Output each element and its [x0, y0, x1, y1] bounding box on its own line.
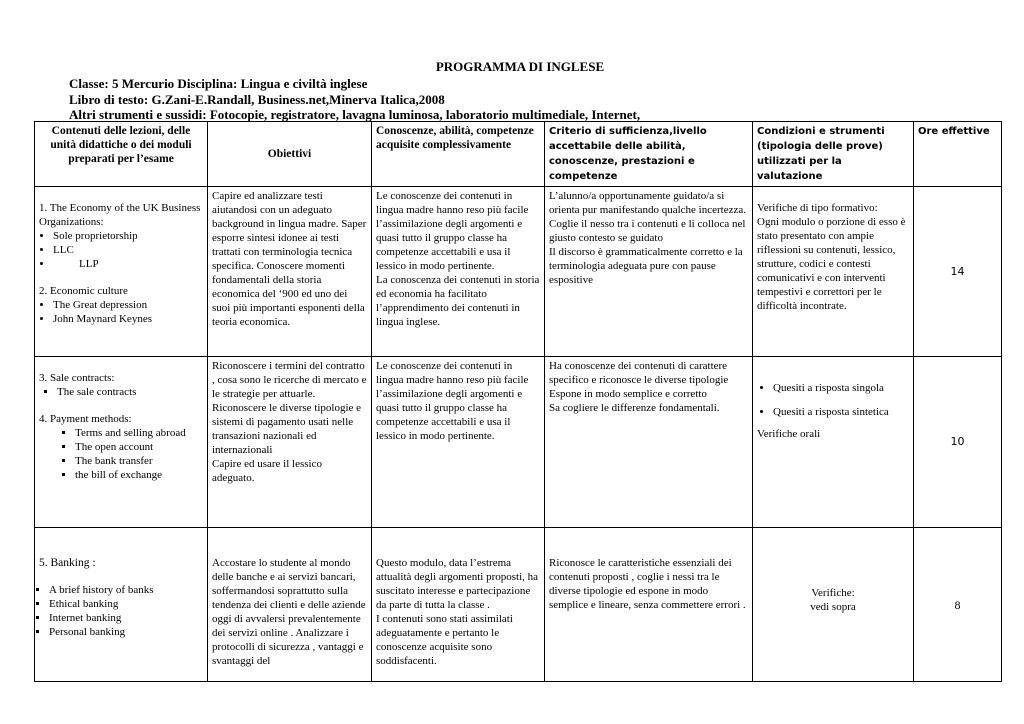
class-discipline-line: Classe: 5 Mercurio Disciplina: Lingua e civiltà inglese: [69, 76, 368, 91]
list-item: ▪ Terms and selling abroad: [75, 426, 203, 440]
header-criterio: Criterio di sufficienza,livello accettabile delle abilità, conoscenze, prestazioni e competenze: [545, 122, 753, 187]
contenuti-cell: [35, 528, 208, 682]
topic-list: [39, 298, 203, 326]
criterio-cell: Ha conoscenze dei contenuti di carattere specifico e riconosce le diverse tipologie Espone in modo semplice e corretto Sa cogliere le differenze fondamentali.: [545, 357, 753, 528]
header-obiettivi: [208, 122, 372, 187]
list-item: • John Maynard Keynes: [53, 312, 203, 326]
header-ore: Ore effettive: [914, 122, 1002, 187]
criterio-cell: Riconosce le caratteristiche essenziali dei contenuti proposti , coglie i nessi tra le diverse tipologie ed espone in modo semplice e lineare, senza commettere errori .: [545, 528, 753, 682]
list-item: ▪ Internet banking: [49, 611, 203, 625]
document-title: PROGRAMMA DI INGLESE: [435, 59, 605, 74]
verifiche-label: Verifiche:: [811, 587, 855, 599]
criterio-cell: L’alunno/a opportunamente guidato/a si orienta pur manifestando qualche incertezza. Coglie il nesso tra i contenuti e li colloca nel giusto contesto se guidato Il discorso è grammaticalmente corretto e la terminologia adeguata pure con pause espositive: [545, 187, 753, 357]
header-obiettivi-label: Obiettivi: [267, 148, 312, 160]
list-item: • The Great depression: [53, 298, 203, 312]
header-conoscenze: Conoscenze, abilità, competenze acquisite complessivamente: [372, 122, 545, 187]
topic-title: 4. Payment methods:: [39, 413, 132, 425]
header-contenuti: Contenuti delle lezioni, delle unità didattiche o dei moduli preparati per l’esame: [35, 122, 208, 187]
condizioni-list: [757, 381, 909, 395]
list-item: ▪ The open account: [75, 440, 203, 454]
condizioni-list: [757, 405, 909, 419]
list-item: • Quesiti a risposta sintetica: [773, 405, 909, 419]
list-item: • LLC: [53, 243, 203, 257]
vedi-sopra-label: vedi sopra: [810, 601, 856, 613]
conoscenze-cell: Questo modulo, data l’estrema attualità degli argomenti proposti, ha suscitato interesse e partecipazione da parte di tutta la classe . I contenuti sono stati assimilati adeguatamente e pertanto le conoscenze acquisite sono soddisfacenti.: [372, 528, 545, 682]
tools-line: Altri strumenti e sussidi: Fotocopie, registratore, lavagna luminosa, laboratorio multimediale, Internet,: [69, 107, 641, 122]
topic-list: [39, 385, 203, 399]
topic-list: [39, 583, 203, 639]
topic-title: 5. Banking :: [39, 557, 96, 569]
ore-cell: 10: [914, 357, 1002, 528]
list-item: ▪ The sale contracts: [57, 385, 203, 399]
program-table: [34, 121, 1002, 682]
list-item: ▪ the bill of exchange: [75, 468, 203, 482]
list-item: • Quesiti a risposta singola: [773, 381, 909, 395]
obiettivi-cell: Riconoscere i termini del contratto , cosa sono le ricerche di mercato e le strategie per attuarle. Riconoscere le diverse tipologie e sistemi di pagamento usati nelle transazioni nazionali ed internazionali Capire ed usare il lessico adeguato.: [208, 357, 372, 528]
topic-title: 2. Economic culture: [39, 285, 128, 297]
condizioni-cell: [753, 357, 914, 528]
obiettivi-cell: Accostare lo studente al mondo delle banche e ai servizi bancari, soffermandosi soprattutto sulla tendenza dei clienti e delle aziende oggi di avvalersi prevalentemente dei servizi online . Analizzare i protocolli di sicurezza , vantaggi e svantaggi del: [208, 528, 372, 682]
condizioni-cell: [753, 528, 914, 682]
topic-title: 1. The Economy of the UK Business Organizations:: [39, 202, 201, 228]
topic-list: [39, 229, 203, 271]
table-row: [35, 528, 1002, 682]
conoscenze-cell: Le conoscenze dei contenuti in lingua madre hanno reso più facile l’assimilazione degli argomenti e quasi tutto il gruppo classe ha competenze accettabili e usa il lessico in modo pertinente. La conoscenza dei contenuti in storia ed economia ha facilitato l’apprendimento dei contenuti in lingua inglese.: [372, 187, 545, 357]
list-item: ▪ Personal banking: [49, 625, 203, 639]
ore-cell: 8: [914, 528, 1002, 682]
list-item: • Sole proprietorship: [53, 229, 203, 243]
list-item: ▪ Ethical banking: [49, 597, 203, 611]
topic-list: [39, 426, 203, 482]
textbook-line: Libro di testo: G.Zani-E.Randall, Business.net,Minerva Italica,2008: [69, 92, 445, 107]
list-item: • LLP: [53, 257, 203, 271]
conoscenze-cell: Le conoscenze dei contenuti in lingua madre hanno reso più facile l’assimilazione degli argomenti e quasi tutto il gruppo classe ha competenze accettabili e usa il lessico in modo pertinente.: [372, 357, 545, 528]
list-item: ▪ The bank transfer: [75, 454, 203, 468]
topic-title: 3. Sale contracts:: [39, 372, 115, 384]
header-condizioni: Condizioni e strumenti (tipologia delle prove) utilizzati per la valutazione: [753, 122, 914, 187]
table-row: [35, 357, 1002, 528]
ore-cell: 14: [914, 187, 1002, 357]
list-item: ▪ A brief history of banks: [49, 583, 203, 597]
condizioni-cell: Verifiche di tipo formativo: Ogni modulo o porzione di esso è stato presentato con ampie riflessioni su contenuti, lessico, strutture, codici e contesti comunicativi e con interventi tempestivi e correttori per le difficoltà incontrate.: [753, 187, 914, 357]
table-row: [35, 187, 1002, 357]
contenuti-cell: [35, 187, 208, 357]
contenuti-cell: [35, 357, 208, 528]
table-header-row: [35, 122, 1002, 187]
verifiche-orali: Verifiche orali: [757, 428, 821, 440]
obiettivi-cell: Capire ed analizzare testi aiutandosi con un adeguato background in lingua madre. Saper esporre sintesi idonee ai testi trattati con terminologia tecnica specifica. Conoscere momenti fondamentali della storia economica del ‘900 ed uno dei suoi più importanti esponenti della teoria economica.: [208, 187, 372, 357]
